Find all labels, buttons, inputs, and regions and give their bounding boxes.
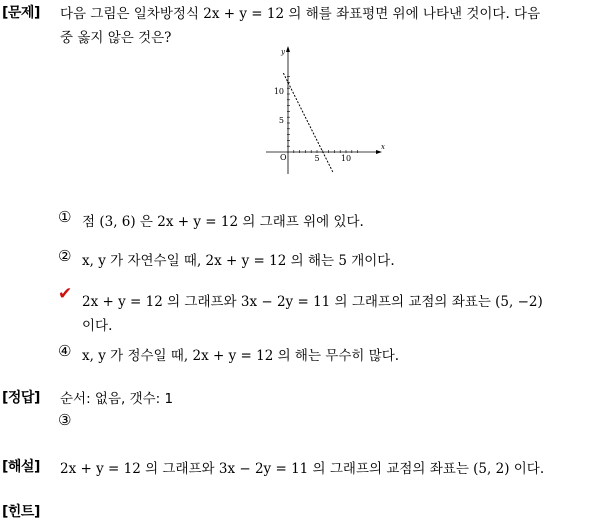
explanation-text: 2x + y = 12 의 그래프와 3x − 2y = 11 의 그래프의 교점의 좌표는 (5, 2) 이다. — [60, 461, 545, 477]
option-2-text: x, y 가 자연수일 때, 2x + y = 12 의 해는 5 개이다. — [82, 253, 395, 269]
answer-meta: 순서: 없음, 갯수: 1 — [60, 391, 174, 407]
explanation-tag: [해설] — [2, 459, 40, 475]
y-tick-label-10: 10 — [273, 87, 284, 96]
coordinate-graph — [260, 44, 390, 176]
question-tag: [문제] — [2, 5, 40, 21]
x-tick-label-10: 10 — [340, 154, 352, 163]
correct-check-icon: ✔ — [58, 284, 73, 304]
axis-ticks — [287, 77, 358, 153]
question-line-2: 중 옳지 않은 것은? — [60, 30, 172, 46]
option-4-number: ④ — [58, 342, 72, 360]
option-1-number: ① — [58, 208, 72, 226]
origin-label: O — [280, 153, 287, 162]
answer-choice: ③ — [58, 411, 72, 429]
hint-tag: [힌트] — [2, 504, 40, 520]
option-3-text-cont: 이다. — [82, 318, 113, 334]
question-line-1: 다음 그림은 일차방정식 2x + y = 12 의 해를 좌표평면 위에 나타낸 것이다. 다음 — [60, 6, 541, 22]
x-axis-label: x — [381, 143, 385, 151]
y-axis-arrow — [286, 46, 290, 52]
option-2-number: ② — [58, 247, 72, 265]
option-3-text: 2x + y = 12 의 그래프와 3x − 2y = 11 의 그래프의 교점의 좌표는 (5, −2) — [82, 294, 543, 310]
option-4-text: x, y 가 정수일 때, 2x + y = 12 의 해는 무수히 많다. — [82, 348, 400, 364]
y-axis-label: y — [281, 48, 285, 56]
y-tick-label-5: 5 — [278, 116, 284, 125]
option-1-text: 점 (3, 6) 은 2x + y = 12 의 그래프 위에 있다. — [82, 214, 364, 230]
x-tick-label-5: 5 — [314, 154, 320, 163]
graph-line-2x-plus-y-12 — [283, 73, 333, 173]
answer-tag: [정답] — [2, 390, 40, 406]
